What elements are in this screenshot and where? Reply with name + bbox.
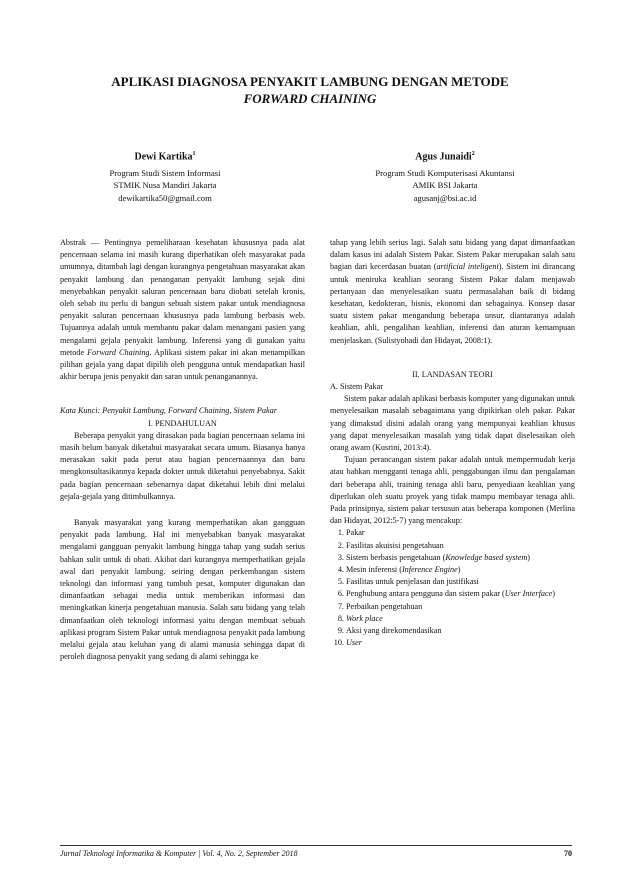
author-name: Agus Junaidi$^2$ [415,151,475,163]
list-item: 7. Perbaikan pengetahuan [346,601,575,613]
list-item: 4. Mesin inferensi (Inference Engine) [346,564,575,576]
author-email: agusanj@bsi.ac.id [413,192,477,203]
abstract: Abstrak — Pentingnya pemeliharaan kesehatan khususnya pada alat pencernaan selama ini masih kurang diperhatikan oleh masyarakat pada umumnya, ditambah lagi dengan kurangnya pengetahuan masyarakat akan penyakit lambung dan penanganan penyakit lambung sejak dini menyebabkan penyakit saluran pencernaan baru diobati setelah kronis, oleh sebab itu perlu di bangun sebuah sistem pakar untuk mendiagnosa penyakit saluran pencernaan khususnya pada lambung berbasis web. Tujuannya adalah untuk membantu pakar dalam menangani pasien yang mengalami gejala penyakit lambung. Inferensi yang di gunakan yaitu metode Forward Chaining. Aplikasi sistem pakar ini akan menampilkan pilihan gejala yang dapat dipilih oleh pengguna untuk mendapatkan hasil akhir berupa jenis penyakit dan saran untuk penanganannya. [60,238,306,382]
title-line-2: FORWARD CHAINING [243,91,377,106]
list-item: 10. User [346,637,575,649]
paragraph: Tujuan perancangan sistem pakar adalah untuk mempermudah kerja atau bahkan mengganti tenaga ahli, penggabungan ilmu dan pengalaman dari beberapa ahli, training tenaga ahli baru, penyediaan keahlian yang diperlukan oleh suatu proyek yang tidak mampu membayar tenaga ahli. Pada prinsipnya, sistem pakar tersusun atas beberapa komponen (Merlina dan Hidayat, 2012:5-7) yang mencakup: [330,455,575,526]
page-footer [60,845,572,858]
journal-citation: Jurnal Teknologi Informatika & Komputer | Vol. 4, No. 2, September 2018 [60,849,298,858]
keywords: Kata Kunci: Penyakit Lambung, Forward Chaining, Sistem Pakar [60,406,277,416]
section-heading-pendahuluan: I. PENDAHULUAN [148,418,217,428]
title-line-1: APLIKASI DIAGNOSA PENYAKIT LAMBUNG DENGAN METODE [111,74,509,89]
author-block-2 [320,148,570,204]
section-heading-landasan-teori: II. LANDASAN TEORI [412,369,493,379]
list-item: 3. Sistem berbasis pengetahuan (Knowledge based system) [346,552,575,564]
list-item: 8. Work place [346,613,575,625]
list-item: 5. Fasilitas untuk penjelasan dan justifikasi [346,576,575,588]
author-institution: AMIK BSI Jakarta [412,180,478,191]
paper-title [40,73,580,107]
page-number: 70 [564,849,572,858]
left-column [60,237,305,664]
author-institution: STMIK Nusa Mandiri Jakarta [113,180,217,191]
paragraph: Banyak masyarakat yang kurang memperhatikan akan gangguan penyakit pada lambung. Hal ini menyebabkan banyak masyarakat mengalami gangguan penyakit lambung hingga tahap yang sudah serius bahkan sulit untuk di obati. Akibat dari kurangnya memperhatikan gejala awal dari penyakit lambung. seiring dengan perkembangan sistem teknologi dan informasi yang tumbuh pesat, komputer digunakan dan dimanfaatkan sebagai media untuk memberikan informasi dan meningkatkan kinerja pengetahuan manusia. Salah satu bidang yang telah dimanfaatkan oleh teknologi informasi yaitu dengan membuat sebuah aplikasi program Sistem Pakar untuk mendiagnosa penyakit pada lambung melalui gejala atau keluhan yang di alami manusia sehingga dapat di peroleh diagnosa penyakit yang sedang di alami sehingga ke [60,518,305,662]
subsection-heading: A. Sistem Pakar [330,382,383,392]
paragraph: Beberapa penyakit yang dirasakan pada bagian pencernaan selama ini masih belum banyak diketahui masyarakat secara umum. Biasanya hanya merasakan sakit pada perut atau bagian pencernaannya dan baru mengkonsultasikannya kepada dokter untuk diketahui penyebabnya. Sakit pada bagian pencernaan sebenarnya dapat diketahui lebih dini melalui gejala-gejala yang ditimbulkannya. [60,430,305,501]
list-item: 1. Pakar [346,527,575,539]
list-item: 6. Penghubung antara pengguna dan sistem pakar (User Interface) [346,588,575,600]
right-column [330,237,575,650]
list-item: 2. Fasilitas akuisisi pengetahuan [346,540,575,552]
paragraph: tahap yang lebih serius lagi. Salah satu bidang yang dapat dimanfaatkan dalam kasus ini adalah Sistem Pakar. Sistem Pakar merupakan salah satu bagian dari kecerdasan buatan (artificial inteligent). Sistem ini dirancang untuk meniruka keahlian seorang Sistem Pakar dalam menjawab pertanyaan dan menyelesaikan suatu permasalahan baik di bidang kesehatan, kedokteran, bisnis, ekonomi dan sebagainya. Konsep dasar suatu sistem pakar mengandung beberapa unsur, diantaranya adalah keahlian, ahli, pengalihan keahlian, inferensi dan aturan kemampuan menjelaskan. (Sulistyohadi dan Hidayat, 2008:1). [330,238,575,345]
author-affiliation: Program Studi Sistem Informasi [109,167,221,178]
author-block-1 [40,148,290,204]
author-affiliation: Program Studi Komputerisasi Akuntansi [375,167,515,178]
component-list [330,527,575,649]
list-item: 9. Aksi yang direkomendasikan [346,625,575,637]
paragraph: Sistem pakar adalah aplikasi berbasis komputer yang digunakan untuk menyelesaikan masalah sebagaimana yang dipikirkan oleh pakar. Pakar yang dimaksud disini adalah orang yang mempunyai keahlian khusus yang dapat menyelesaikan masalah yang tidak dapat diselesaikan oleh orang awam (Kusrini, 2013:4). [330,394,575,453]
author-name: Dewi Kartika$^1$ [134,151,196,163]
author-email: dewikartika50@gmail.com [118,192,212,203]
